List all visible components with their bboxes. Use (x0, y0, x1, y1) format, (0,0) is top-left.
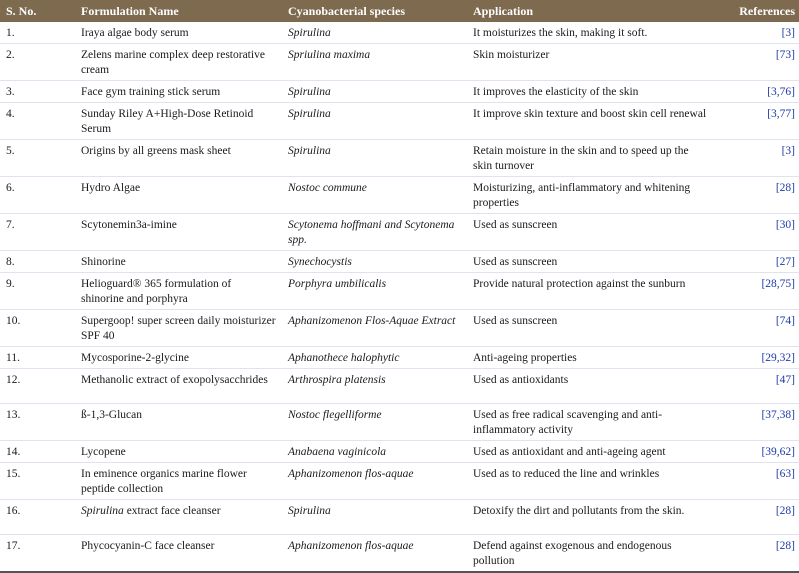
cell-reference[interactable]: [3] (781, 145, 795, 157)
cell-formulation-name: Scytonemin3a-imine (81, 219, 177, 231)
cell-reference[interactable]: [47] (775, 374, 795, 386)
header-row (0, 0, 799, 22)
cell-species: Aphanothece halophytic (288, 352, 400, 364)
cell-formulation-name: In eminence organics marine flower peptide collection (81, 468, 247, 495)
cell-sno: 9. (6, 278, 15, 290)
cell-formulation-name: Mycosporine-2-glycine (81, 352, 189, 364)
cell-formulation-name: Phycocyanin-C face cleanser (81, 540, 215, 552)
cell-reference[interactable]: [28] (775, 540, 795, 552)
cell-sno: 8. (6, 256, 15, 268)
table-row (0, 500, 799, 535)
cell-sno: 3. (6, 86, 15, 98)
cell-application: Skin moisturizer (473, 49, 550, 61)
cell-reference[interactable]: [27] (775, 256, 795, 268)
cell-application: Used as antioxidants (473, 374, 569, 386)
cell-sno: 15. (6, 468, 21, 480)
cell-formulation-name: Helioguard® 365 formulation of shinorine and porphyra (81, 278, 232, 305)
cell-reference[interactable]: [29,32] (761, 352, 795, 364)
table-row (0, 404, 799, 441)
cell-reference[interactable]: [37,38] (761, 409, 795, 421)
cell-application: Defend against exogenous and endogenous pollution (473, 540, 672, 567)
cell-reference[interactable]: [3,77] (767, 108, 795, 120)
cell-species: Spirulina (288, 505, 331, 517)
cell-formulation-name: Hydro Algae (81, 182, 141, 194)
cell-application: It improve skin texture and boost skin cell renewal (473, 108, 707, 120)
cell-formulation-name: Face gym training stick serum (81, 86, 221, 98)
cell-species: Nostoc commune (288, 182, 367, 194)
cell-species: Porphyra umbilicalis (288, 278, 387, 290)
cell-formulation-name: Iraya algae body serum (81, 27, 189, 39)
cell-sno: 16. (6, 505, 21, 517)
cell-formulation-name: Zelens marine complex deep restorative cream (81, 49, 265, 76)
cell-application: Used as to reduced the line and wrinkles (473, 468, 660, 480)
cell-application: Provide natural protection against the sunburn (473, 278, 686, 290)
cell-reference[interactable]: [3,76] (767, 86, 795, 98)
cell-species: Spriulina maxima (288, 49, 371, 61)
cell-formulation-name: Lycopene (81, 446, 126, 458)
cell-species: Synechocystis (288, 256, 352, 268)
table-row (0, 369, 799, 404)
cell-application: Used as sunscreen (473, 315, 558, 327)
cell-species: Spirulina (288, 86, 331, 98)
cell-formulation-name: Methanolic extract of exopolysacchrides (81, 374, 268, 386)
cell-application: Detoxify the dirt and pollutants from the skin. (473, 505, 685, 517)
cell-species: Scytonema hoffmani and Scytonema spp. (288, 219, 455, 246)
table-row (0, 177, 799, 214)
cell-species: Aphanizomenon flos-aquae (288, 540, 414, 552)
cell-species: Spirulina (288, 108, 331, 120)
cell-sno: 6. (6, 182, 15, 194)
header-application: Application (467, 0, 715, 22)
cell-sno: 10. (6, 315, 21, 327)
cell-application: Retain moisture in the skin and to speed up the skin turnover (473, 145, 689, 172)
cell-species: Aphanizomenon Flos-Aquae Extract (288, 315, 456, 327)
header-species: Cyanobacterial species (282, 0, 467, 22)
table-row (0, 81, 799, 103)
table-row (0, 535, 799, 573)
cell-sno: 1. (6, 27, 15, 39)
cell-formulation-name: Supergoop! super screen daily moisturizer SPF 40 (81, 315, 276, 342)
cell-application: Anti-ageing properties (473, 352, 577, 364)
cell-sno: 17. (6, 540, 21, 552)
cell-reference[interactable]: [28,75] (761, 278, 795, 290)
cell-formulation-name: Shinorine (81, 256, 126, 268)
cell-reference[interactable]: [74] (775, 315, 795, 327)
cell-application: Used as antioxidant and anti-ageing agent (473, 446, 666, 458)
cell-application: It moisturizes the skin, making it soft. (473, 27, 648, 39)
cell-application: Moisturizing, anti-inflammatory and whitening properties (473, 182, 691, 209)
cell-sno: 12. (6, 374, 21, 386)
table-row (0, 44, 799, 81)
header-formulation-name: Formulation Name (75, 0, 282, 22)
cell-formulation-name: Origins by all greens mask sheet (81, 145, 231, 157)
cell-species: Arthrospira platensis (288, 374, 386, 386)
table-row (0, 103, 799, 140)
cell-application: Used as free radical scavenging and anti-inflammatory activity (473, 409, 663, 436)
cell-sno: 2. (6, 49, 15, 61)
cell-sno: 11. (6, 352, 20, 364)
header-references: References (715, 0, 799, 22)
cell-formulation-name: Spirulina extract face cleanser (81, 505, 221, 517)
table-row (0, 251, 799, 273)
cell-formulation-name: Sunday Riley A+High-Dose Retinoid Serum (81, 108, 254, 135)
cell-species: Anabaena vaginicola (288, 446, 387, 458)
cell-application: Used as sunscreen (473, 256, 558, 268)
table-row (0, 463, 799, 500)
cell-reference[interactable]: [28] (775, 505, 795, 517)
cell-reference[interactable]: [30] (775, 219, 795, 231)
cell-species: Spirulina (288, 145, 331, 157)
species-italic: Spirulina (81, 505, 124, 517)
table-row (0, 441, 799, 463)
table-row (0, 22, 799, 44)
cell-reference[interactable]: [63] (775, 468, 795, 480)
cell-sno: 4. (6, 108, 15, 120)
table-row (0, 273, 799, 310)
table-row (0, 310, 799, 347)
cell-species: Nostoc flegelliforme (288, 409, 382, 421)
header-sno: S. No. (0, 0, 75, 22)
cell-species: Aphanizomenon flos-aquae (288, 468, 414, 480)
cell-sno: 13. (6, 409, 21, 421)
cell-sno: 5. (6, 145, 15, 157)
cell-reference[interactable]: [73] (775, 49, 795, 61)
cell-reference[interactable]: [39,62] (761, 446, 795, 458)
cell-application: It improves the elasticity of the skin (473, 86, 639, 98)
cell-reference[interactable]: [28] (775, 182, 795, 194)
table-row (0, 347, 799, 369)
cell-species: Spirulina (288, 27, 331, 39)
cell-reference[interactable]: [3] (781, 27, 795, 39)
table-row (0, 214, 799, 251)
cell-sno: 7. (6, 219, 15, 231)
cell-application: Used as sunscreen (473, 219, 558, 231)
cell-formulation-name: ß-1,3-Glucan (81, 409, 142, 421)
cell-sno: 14. (6, 446, 21, 458)
table-row (0, 140, 799, 177)
